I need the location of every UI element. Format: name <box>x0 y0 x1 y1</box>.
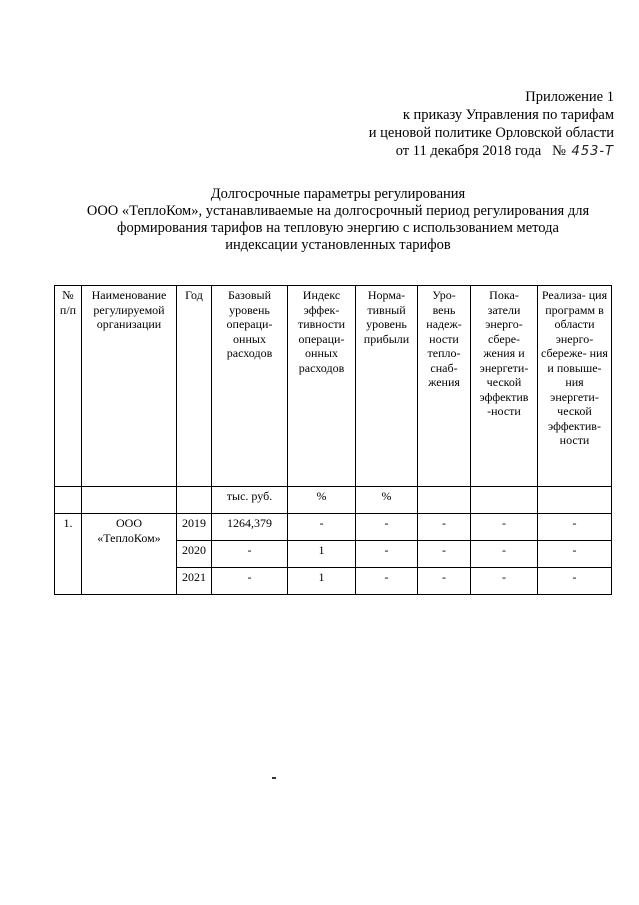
title-line-2: ООО «ТеплоКом», устанавливаемые на долгосрочный период регулирования для <box>86 203 590 219</box>
energy-saving-cell: - <box>471 514 538 541</box>
efficiency-index-cell: - <box>288 514 356 541</box>
header-cell: Норма- тивный уровень прибыли <box>356 286 418 487</box>
profit-level-cell: - <box>356 541 418 568</box>
appendix-line-3: и ценовой политике Орловской области <box>368 125 614 141</box>
table-header-row <box>55 286 612 487</box>
title-line-3: формирования тарифов на тепловую энергию с использованием метода <box>117 220 559 236</box>
base-cost-cell: - <box>212 568 288 595</box>
reliability-cell: - <box>418 568 471 595</box>
energy-saving-cell: - <box>471 568 538 595</box>
appendix-date: от 11 декабря 2018 года <box>395 143 542 159</box>
header-cell: № п/п <box>55 286 82 487</box>
number-sign: № <box>552 143 566 159</box>
handwritten-order-number: 453-Т <box>571 144 614 159</box>
program-cell: - <box>538 514 612 541</box>
units-cell: % <box>356 487 418 514</box>
table-units-row <box>55 487 612 514</box>
units-cell <box>55 487 82 514</box>
profit-level-cell: - <box>356 568 418 595</box>
base-cost-cell: 1264,379 <box>212 514 288 541</box>
reliability-cell: - <box>418 541 471 568</box>
header-cell: Реализа- ция программ в области энерго- сбереже- ния и повыше- ния энергети- ческой эффектив- ности <box>538 286 612 487</box>
table-row <box>55 514 612 541</box>
units-cell <box>82 487 177 514</box>
document-title <box>60 186 616 254</box>
title-line-4: индексации установленных тарифов <box>225 237 451 253</box>
header-cell: Пока- затели энерго- сбере- жения и энергети- ческой эффектив -ности <box>471 286 538 487</box>
header-cell: Уро- вень надеж- ности тепло- снаб- жения <box>418 286 471 487</box>
header-cell: Наименование регулируемой организации <box>82 286 177 487</box>
energy-saving-cell: - <box>471 541 538 568</box>
parameters-table <box>54 285 612 595</box>
appendix-header <box>369 88 614 161</box>
efficiency-index-cell: 1 <box>288 541 356 568</box>
header-cell: Год <box>177 286 212 487</box>
reliability-cell: - <box>418 514 471 541</box>
units-cell: % <box>288 487 356 514</box>
scan-mark <box>272 777 276 779</box>
title-line-1: Долгосрочные параметры регулирования <box>210 186 466 202</box>
base-cost-cell: - <box>212 541 288 568</box>
efficiency-index-cell: 1 <box>288 568 356 595</box>
units-cell <box>177 487 212 514</box>
appendix-line-2: к приказу Управления по тарифам <box>402 107 614 123</box>
program-cell: - <box>538 568 612 595</box>
units-cell <box>418 487 471 514</box>
units-cell <box>538 487 612 514</box>
program-cell: - <box>538 541 612 568</box>
appendix-line-1: Приложение 1 <box>525 89 614 105</box>
units-cell: тыс. руб. <box>212 487 288 514</box>
organization-cell: ООО «ТеплоКом» <box>82 514 177 595</box>
header-cell: Базовый уровень операци- онных расходов <box>212 286 288 487</box>
profit-level-cell: - <box>356 514 418 541</box>
header-cell: Индекс эффек- тивности операци- онных расходов <box>288 286 356 487</box>
appendix-date-line <box>369 142 614 161</box>
row-number-cell: 1. <box>55 514 82 595</box>
year-cell: 2020 <box>177 541 212 568</box>
units-cell <box>471 487 538 514</box>
year-cell: 2021 <box>177 568 212 595</box>
year-cell: 2019 <box>177 514 212 541</box>
